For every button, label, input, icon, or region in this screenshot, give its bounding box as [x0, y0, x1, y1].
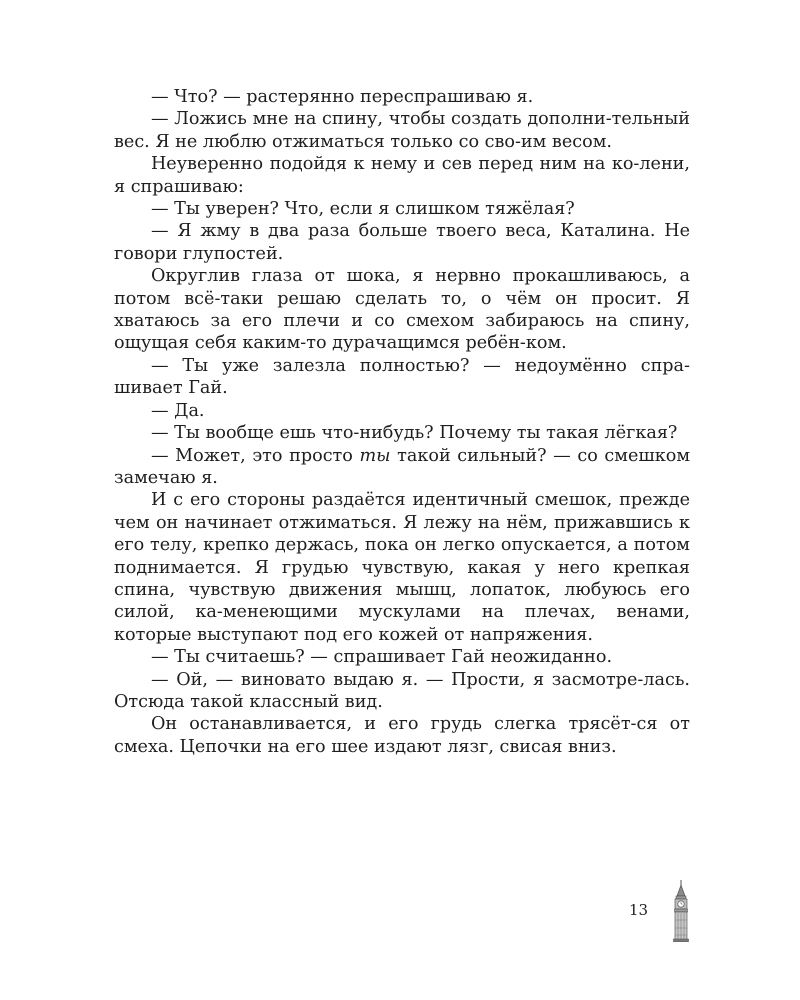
italic-text: ты	[359, 445, 391, 466]
paragraph: И с его стороны раздаётся идентичный смешок, прежде чем он начинает отжиматься. Я лежу на нём, прижавшись к его телу, крепко держась, пока он легко опускается, а потом поднимается. Я грудью чувствую, какая у него крепкая спина, чувствую движения мышц, лопаток, любуюсь его силой, ка-менеющими мускулами на плечах, венами, которые выступают под его кожей от напряжения.	[114, 490, 690, 645]
paragraph: — Ты вообще ешь что-нибудь? Почему ты такая лёгкая?	[150, 423, 678, 444]
paragraph: — Что? — растерянно переспрашиваю я.	[150, 87, 534, 107]
paragraph	[114, 445, 690, 490]
text-run: — Может, это просто	[150, 445, 360, 466]
paragraph: — Ты уверен? Что, если я слишком тяжёлая?	[150, 199, 575, 220]
clock-tower-icon	[670, 880, 692, 942]
paragraph: — Я жму в два раза больше твоего веса, Каталина. Не говори глупостей.	[114, 221, 690, 264]
paragraph: Он останавливается, и его грудь слегка трясёт-ся от смеха. Цепочки на его шее издают лязг, свисая вниз.	[114, 714, 690, 757]
paragraph: — Да.	[150, 400, 205, 421]
text-run: такой сильный? — со смешком замечаю я.	[114, 445, 690, 488]
paragraph: — Ты считаешь? — спрашивает Гай неожиданно.	[150, 647, 613, 668]
paragraph: Округлив глаза от шока, я нервно прокашливаюсь, а потом всё-таки решаю сделать то, о чём он просит. Я хватаюсь за его плечи и со смехом забираюсь на спину, ощущая себя каким-то дурачащимся ребён-ком.	[114, 266, 690, 354]
page-body	[114, 86, 690, 758]
paragraph: — Ты уже залезла полностью? — недоумённо спра-шивает Гай.	[114, 355, 690, 399]
paragraph: — Ой, — виновато выдаю я. — Прости, я засмотре-лась. Отсюда такой классный вид.	[114, 669, 690, 712]
paragraph: — Ложись мне на спину, чтобы создать дополни-тельный вес. Я не люблю отжиматься только со сво-им весом.	[114, 109, 690, 152]
page-number: 13	[629, 901, 649, 919]
paragraph: Неуверенно подойдя к нему и сев перед ним на ко-лени, я спрашиваю:	[114, 154, 690, 197]
